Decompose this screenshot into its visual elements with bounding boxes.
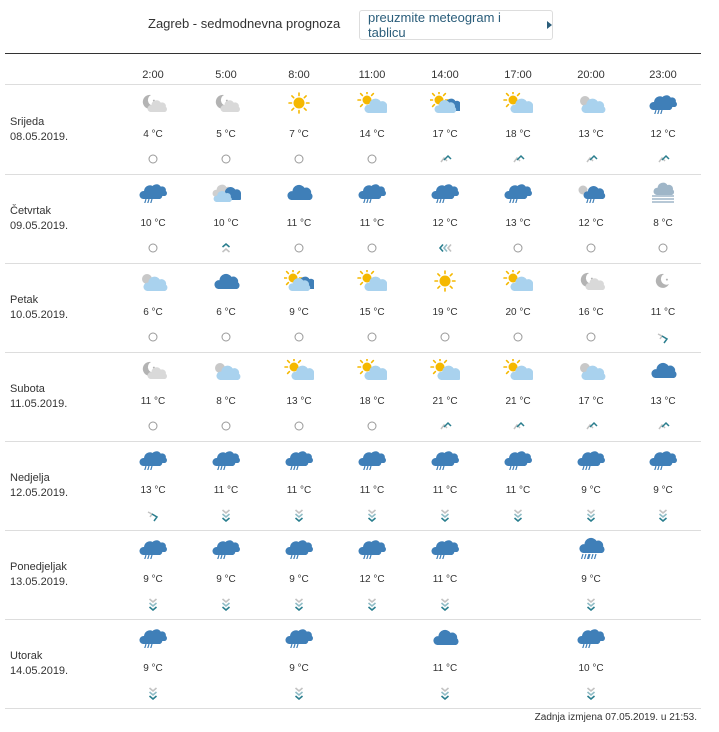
rain-icon [430,537,460,559]
forecast-cell [269,264,329,352]
rain-icon [430,181,460,203]
forecast-cell [415,531,475,619]
forecast-cell [342,264,402,352]
calm-wind-icon [365,330,379,344]
hour-label: 14:00 [431,69,459,81]
forecast-cell [488,86,548,174]
forecast-cell [415,353,475,441]
forecast-cell [561,531,621,619]
rain-icon [284,537,314,559]
day-date: 10.05.2019. [10,309,69,321]
wind-direction-icon [656,330,670,344]
forecast-cell [488,264,548,352]
calm-wind-icon [146,419,160,433]
rain-icon [284,626,314,648]
rain-icon [430,448,460,470]
temperature: 20 °C [505,307,531,318]
wind-direction-icon [292,686,306,700]
temperature: 14 °C [359,129,385,140]
temperature: 13 °C [140,485,166,496]
temperature: 11 °C [359,218,385,229]
forecast-cell [196,175,256,263]
forecast-cell [633,175,693,263]
temperature: 21 °C [432,396,458,407]
temperature: 12 °C [650,129,676,140]
forecast-cell [123,264,183,352]
sun-cloud-icon [503,359,533,381]
temperature: 9 °C [289,663,309,674]
calm-wind-icon [438,330,452,344]
hour-label: 5:00 [215,69,237,81]
forecast-cell [269,353,329,441]
rain-icon [357,537,387,559]
forecast-cell [123,442,183,530]
hours-row [0,67,719,85]
rain-icon [503,448,533,470]
temperature: 18 °C [505,129,531,140]
hour-label: 2:00 [142,69,164,81]
forecast-cell [123,531,183,619]
wind-direction-icon [219,508,233,522]
wind-direction-icon [438,241,452,255]
forecast-cell [123,353,183,441]
temperature: 12 °C [432,218,458,229]
calm-wind-icon [584,241,598,255]
last-modified: Zadnja izmjena 07.05.2019. u 21:53. [534,712,697,723]
temperature: 12 °C [578,218,604,229]
temperature: 9 °C [581,574,601,585]
calm-wind-icon [219,152,233,166]
calm-wind-icon [292,241,306,255]
rain-icon [211,448,241,470]
temperature: 6 °C [216,307,236,318]
wind-direction-icon [438,686,452,700]
cloud-dark-icon [430,626,460,648]
temperature: 9 °C [653,485,673,496]
temperature: 8 °C [216,396,236,407]
forecast-cell [269,620,329,708]
calm-wind-icon [365,241,379,255]
rain-icon [284,448,314,470]
sun-cloud-icon [430,359,460,381]
moon-cloud-icon [576,270,606,292]
hour-label: 20:00 [577,69,605,81]
forecast-cell [196,442,256,530]
forecast-cell [196,353,256,441]
temperature: 11 °C [432,574,458,585]
forecast-cell [196,264,256,352]
temperature: 11 °C [140,396,166,407]
temperature: 11 °C [505,485,531,496]
rain-heavy-icon [576,537,606,559]
moon-cloud-icon [211,92,241,114]
day-name: Četvrtak [10,205,51,217]
rain-icon [211,537,241,559]
calm-wind-icon [365,152,379,166]
wind-direction-icon [292,508,306,522]
forecast-cell [415,442,475,530]
temperature: 11 °C [213,485,239,496]
temperature: 16 °C [578,307,604,318]
day-row [0,264,719,353]
forecast-cell [123,86,183,174]
sun-cloud-icon [357,92,387,114]
sun-icon [430,270,460,292]
rain-icon [138,626,168,648]
day-name: Nedjelja [10,472,50,484]
forecast-cell [488,442,548,530]
wind-direction-icon [292,597,306,611]
forecast-cell [561,86,621,174]
cloud-dark-icon [284,181,314,203]
rain-icon [357,181,387,203]
day-name: Petak [10,294,39,306]
day-date: 14.05.2019. [10,665,69,677]
forecast-cell [123,620,183,708]
sun-cloud-icon [503,92,533,114]
calm-wind-icon [146,330,160,344]
temperature: 4 °C [143,129,163,140]
wind-direction-icon [511,419,525,433]
forecast-cell [123,175,183,263]
temperature: 9 °C [143,574,163,585]
sun-cloud-dark-icon [430,92,460,114]
forecast-cell [633,353,693,441]
day-row [0,175,719,264]
forecast-cell [633,442,693,530]
day-row [0,353,719,442]
sun-icon [284,92,314,114]
forecast-cell [269,175,329,263]
forecast-cell [561,620,621,708]
day-name: Subota [10,383,45,395]
forecast-header [0,0,719,53]
forecast-cell [415,620,475,708]
calm-wind-icon [292,152,306,166]
temperature: 13 °C [650,396,676,407]
forecast-cell [633,264,693,352]
rain-icon [138,537,168,559]
rain-icon [138,448,168,470]
rain-icon [138,181,168,203]
day-date: 12.05.2019. [10,487,69,499]
calm-wind-icon [219,419,233,433]
wind-direction-icon [584,152,598,166]
cloud-dark-light-icon [211,181,241,203]
temperature: 6 °C [143,307,163,318]
calm-wind-icon [292,419,306,433]
wind-direction-icon [656,152,670,166]
temperature: 11 °C [286,485,312,496]
hour-label: 11:00 [358,69,386,81]
forecast-cell [488,175,548,263]
wind-direction-icon [656,419,670,433]
wind-direction-icon [438,419,452,433]
temperature: 9 °C [143,663,163,674]
calm-wind-icon [656,241,670,255]
sun-cloud-dark-icon [284,270,314,292]
forecast-cell [415,86,475,174]
temperature: 9 °C [289,574,309,585]
forecast-cell [488,353,548,441]
rain-icon [503,181,533,203]
rain-icon [648,92,678,114]
forecast-cell [415,264,475,352]
forecast-cell [561,442,621,530]
rain-icon [576,626,606,648]
forecast-cell [342,175,402,263]
day-name: Ponedjeljak [10,561,67,573]
wind-direction-icon [584,597,598,611]
wind-direction-icon [438,152,452,166]
row-divider [5,708,701,709]
wind-direction-icon [511,508,525,522]
wind-direction-icon [365,508,379,522]
day-date: 08.05.2019. [10,131,69,143]
wind-direction-icon [584,508,598,522]
forecast-cell [196,86,256,174]
rain-icon [357,448,387,470]
wind-direction-icon [219,241,233,255]
temperature: 19 °C [432,307,458,318]
forecast-cell [196,531,256,619]
calm-wind-icon [511,241,525,255]
wind-direction-icon [146,597,160,611]
moon-cloud-icon [138,92,168,114]
wind-direction-icon [438,597,452,611]
temperature: 13 °C [578,129,604,140]
forecast-cell [269,442,329,530]
temperature: 8 °C [653,218,673,229]
forecast-cell [561,264,621,352]
wind-direction-icon [584,686,598,700]
temperature: 5 °C [216,129,236,140]
cloud-light-icon [576,92,606,114]
temperature: 17 °C [578,396,604,407]
forecast-cell [561,175,621,263]
temperature: 10 °C [213,218,239,229]
temperature: 21 °C [505,396,531,407]
page-title: Zagreb - sedmodnevna prognoza [148,16,341,31]
sun-cloud-icon [357,359,387,381]
hour-label: 8:00 [288,69,310,81]
wind-direction-icon [438,508,452,522]
wind-direction-icon [656,508,670,522]
wind-direction-icon [511,152,525,166]
forecast-cell [342,353,402,441]
sun-cloud-icon [357,270,387,292]
calm-wind-icon [219,330,233,344]
header-divider [5,53,701,54]
day-row [0,620,719,709]
temperature: 10 °C [140,218,166,229]
calm-wind-icon [292,330,306,344]
calm-wind-icon [146,241,160,255]
temperature: 12 °C [359,574,385,585]
rain-icon [648,448,678,470]
hour-label: 23:00 [649,69,677,81]
rain-icon [576,448,606,470]
forecast-cell [415,175,475,263]
wind-direction-icon [584,419,598,433]
temperature: 13 °C [286,396,312,407]
day-row [0,531,719,620]
forecast-cell [342,442,402,530]
forecast-cell [561,353,621,441]
forecast-cell [342,531,402,619]
temperature: 11 °C [432,663,458,674]
wind-direction-icon [146,508,160,522]
sun-cloud-icon [284,359,314,381]
cloud-dark-icon [211,270,241,292]
day-date: 13.05.2019. [10,576,69,588]
day-row [0,86,719,175]
fog-icon [648,181,678,203]
temperature: 9 °C [581,485,601,496]
cloud-dark-icon [648,359,678,381]
cloud-light-icon [138,270,168,292]
temperature: 9 °C [289,307,309,318]
cloud-light-icon [211,359,241,381]
temperature: 11 °C [650,307,676,318]
moon-icon [648,270,678,292]
forecast-cell [633,86,693,174]
temperature: 13 °C [505,218,531,229]
wind-direction-icon [219,597,233,611]
meteogram-link-label: preuzmite meteogram i tablicu [368,10,501,40]
play-arrow-icon [547,21,552,29]
wind-direction-icon [146,686,160,700]
day-row [0,442,719,531]
sun-cloud-icon [503,270,533,292]
wind-direction-icon [365,597,379,611]
temperature: 11 °C [286,218,312,229]
hours-divider [5,84,701,85]
calm-wind-icon [584,330,598,344]
day-name: Srijeda [10,116,45,128]
temperature: 17 °C [432,129,458,140]
temperature: 9 °C [216,574,236,585]
calm-wind-icon [511,330,525,344]
day-date: 09.05.2019. [10,220,69,232]
moon-cloud-icon [138,359,168,381]
forecast-cell [342,86,402,174]
temperature: 10 °C [578,663,604,674]
temperature: 11 °C [359,485,385,496]
temperature: 7 °C [289,129,309,140]
temperature: 11 °C [432,485,458,496]
forecast-cell [269,86,329,174]
grey-rain-icon [576,181,606,203]
meteogram-link-button[interactable] [359,10,553,40]
hour-label: 17:00 [504,69,532,81]
temperature: 18 °C [359,396,385,407]
cloud-light-icon [576,359,606,381]
calm-wind-icon [146,152,160,166]
day-name: Utorak [10,650,43,662]
temperature: 15 °C [359,307,385,318]
calm-wind-icon [365,419,379,433]
forecast-cell [269,531,329,619]
day-date: 11.05.2019. [10,398,68,410]
